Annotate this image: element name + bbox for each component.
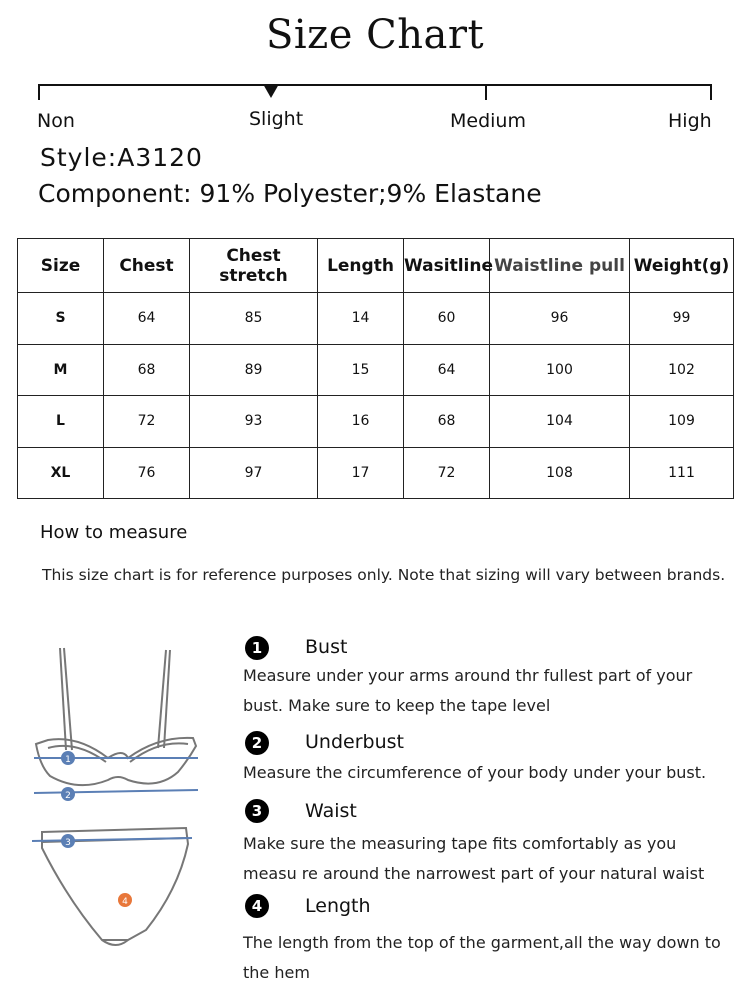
table-cell: 64 xyxy=(104,293,190,345)
step-4-description: The length from the top of the garment,all the way down to the hem xyxy=(243,933,721,982)
table-cell: 64 xyxy=(404,344,490,396)
fabric-composition: Component: 91% Polyester;9% Elastane xyxy=(38,179,542,208)
table-header-row xyxy=(18,239,734,293)
table-cell: M xyxy=(18,344,104,396)
header-size: Size xyxy=(18,239,104,293)
table-cell: 102 xyxy=(630,344,734,396)
step-1-description: Measure under your arms around thr fullest part of your bust. Make sure to keep the tape level xyxy=(243,666,693,715)
size-table xyxy=(17,238,734,499)
style-code: Style:A3120 xyxy=(40,143,203,172)
table-row xyxy=(18,344,734,396)
header-waistline-pull: Waistline pull xyxy=(490,239,630,293)
table-cell: S xyxy=(18,293,104,345)
table-cell: 76 xyxy=(104,447,190,499)
scale-label-slight: Slight xyxy=(249,108,304,130)
scale-tick-high xyxy=(710,84,712,100)
table-cell: 72 xyxy=(404,447,490,499)
scale-pointer-icon xyxy=(263,84,279,98)
scale-tick-medium xyxy=(485,84,487,100)
table-cell: 68 xyxy=(404,396,490,448)
marker-1-label: 1 xyxy=(65,755,71,765)
bikini-measure-illustration xyxy=(28,640,218,970)
table-cell: 104 xyxy=(490,396,630,448)
marker-4-label: 4 xyxy=(122,897,128,907)
step-2-description: Measure the circumference of your body under your bust. xyxy=(243,763,707,782)
table-cell: XL xyxy=(18,447,104,499)
table-cell: 93 xyxy=(190,396,318,448)
how-to-measure-heading: How to measure xyxy=(40,522,188,543)
scale-label-non: Non xyxy=(37,110,75,132)
table-cell: 17 xyxy=(318,447,404,499)
step-2-title: Underbust xyxy=(305,731,404,753)
table-cell: 15 xyxy=(318,344,404,396)
table-cell: 96 xyxy=(490,293,630,345)
header-chest: Chest xyxy=(104,239,190,293)
table-cell: 111 xyxy=(630,447,734,499)
table-row xyxy=(18,447,734,499)
table-cell: 97 xyxy=(190,447,318,499)
marker-2-label: 2 xyxy=(65,791,71,801)
header-weight: Weight(g) xyxy=(630,239,734,293)
step-4-title: Length xyxy=(305,895,371,917)
page-title: Size Chart xyxy=(265,12,485,58)
table-row xyxy=(18,293,734,345)
header-chest-stretch: Chest stretch xyxy=(190,239,318,293)
table-cell: 89 xyxy=(190,344,318,396)
table-row xyxy=(18,396,734,448)
table-cell: 68 xyxy=(104,344,190,396)
header-waistline: Wasitline xyxy=(404,239,490,293)
disclaimer-text: This size chart is for reference purposes only. Note that sizing will vary between brands. xyxy=(42,566,726,584)
table-cell: 109 xyxy=(630,396,734,448)
scale-tick-non xyxy=(38,84,40,100)
scale-line xyxy=(38,84,712,86)
table-cell: 72 xyxy=(104,396,190,448)
scale-label-high: High xyxy=(668,110,712,132)
marker-3-label: 3 xyxy=(65,838,71,848)
step-1-number-icon: 1 xyxy=(245,636,269,660)
scale-label-medium: Medium xyxy=(450,110,526,132)
table-cell: 16 xyxy=(318,396,404,448)
table-cell: 85 xyxy=(190,293,318,345)
step-4-number-icon: 4 xyxy=(245,894,269,918)
step-3-number-icon: 3 xyxy=(245,799,269,823)
step-2-number-icon: 2 xyxy=(245,731,269,755)
step-3-description: Make sure the measuring tape fits comfortably as you measu re around the narrowest part of your natural waist xyxy=(243,834,705,883)
table-cell: 100 xyxy=(490,344,630,396)
table-cell: L xyxy=(18,396,104,448)
step-3-title: Waist xyxy=(305,800,357,822)
header-length: Length xyxy=(318,239,404,293)
step-1-title: Bust xyxy=(305,636,348,658)
table-cell: 108 xyxy=(490,447,630,499)
table-cell: 14 xyxy=(318,293,404,345)
table-cell: 60 xyxy=(404,293,490,345)
table-cell: 99 xyxy=(630,293,734,345)
stretch-scale xyxy=(38,84,712,100)
